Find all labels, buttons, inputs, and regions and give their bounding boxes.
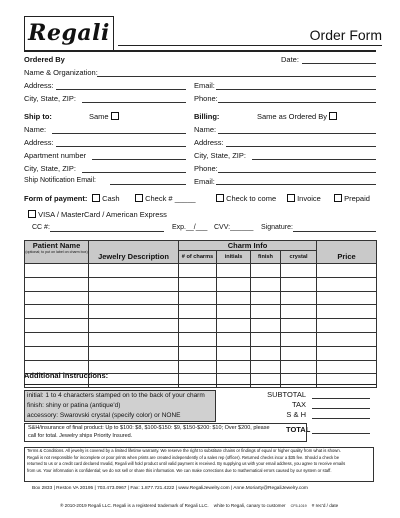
phone-label: Phone: (194, 94, 218, 103)
num-charms-cell[interactable] (179, 360, 217, 374)
check-to-come-checkbox[interactable] (216, 194, 224, 202)
city-state-zip-field[interactable] (82, 102, 186, 103)
price-cell[interactable] (317, 277, 377, 291)
card-label: VISA / MasterCard / American Express (38, 210, 167, 219)
terms-line: returned to us or a credit card declared Invalid, Regali will hold product until valid payment is received. By supplying us with your email address, you agree to receive emails (27, 461, 346, 467)
table-row (25, 305, 377, 319)
patient-name-cell[interactable] (25, 264, 89, 278)
price-cell[interactable] (317, 346, 377, 360)
date-field[interactable] (302, 63, 376, 64)
patient-name-cell[interactable] (25, 277, 89, 291)
notes-line: finish: shiny or patina (antique'd) (27, 402, 121, 409)
billing-heading: Billing: (194, 112, 220, 121)
num-charms-cell[interactable] (179, 332, 217, 346)
footer-contact: Box 2833 | Reston VA 20195 | 703.473.0967 | Fax: 1.877.721.4222 | www.RegaliJewelry.com | Anne.Moriarty@RegaliJewelry.com (32, 486, 308, 491)
num-charms-cell[interactable] (179, 277, 217, 291)
cc-field[interactable] (50, 231, 164, 232)
shipping-note-line: call for total. Jewelry ships Priority Insured. (28, 433, 133, 439)
jewelry-description-header: Jewelry Description (89, 241, 179, 264)
shipping-note-box (24, 423, 307, 442)
billing-address-label: Address: (194, 138, 224, 147)
ship-to-heading: Ship to: (24, 112, 52, 121)
finish-cell[interactable] (251, 319, 281, 333)
phone-field[interactable] (218, 102, 376, 103)
crystal-cell[interactable] (281, 305, 317, 319)
check-to-come-option[interactable] (216, 194, 276, 203)
finish-cell[interactable] (251, 277, 281, 291)
billing-name-field[interactable] (218, 133, 376, 134)
charm-notes-box (24, 390, 216, 422)
terms-line: Terms & Conditions. All jewelry is covered by a limited lifetime warranty. We reserve the right to substitute chains or findings of equal or higher quality from what is shown. (27, 448, 341, 453)
table-row (25, 277, 377, 291)
tax-label: TAX (291, 400, 306, 409)
ship-notification-field[interactable] (110, 184, 186, 185)
billing-phone-label: Phone: (194, 164, 218, 173)
address-label: Address: (24, 81, 54, 90)
ship-city-label: City, State, ZIP: (24, 164, 76, 173)
initials-cell[interactable] (217, 305, 251, 319)
ship-name-field[interactable] (52, 133, 186, 134)
crystal-cell[interactable] (281, 332, 317, 346)
cash-label: Cash (102, 194, 120, 203)
finish-cell[interactable] (251, 374, 281, 388)
num-charms-cell[interactable] (179, 346, 217, 360)
invoice-option[interactable] (287, 194, 321, 203)
ship-address-label: Address: (24, 138, 54, 147)
sh-label: S & H (286, 410, 306, 419)
billing-city-label: City, State, ZIP: (194, 151, 246, 160)
name-org-field[interactable] (97, 76, 376, 77)
price-cell[interactable] (317, 291, 377, 305)
table-row (25, 319, 377, 333)
price-header: Price (317, 241, 377, 264)
terms-box (24, 447, 374, 482)
billing-same-label: Same as Ordered By (257, 112, 328, 121)
footer-copyright: ® 2010-2019 Regali LLC. Regali is a registered trademark of Regali LLC. (60, 503, 209, 508)
crystal-cell[interactable] (281, 277, 317, 291)
ship-address-field[interactable] (56, 146, 186, 147)
finish-cell[interactable] (251, 291, 281, 305)
jewelry-description-cell[interactable] (89, 346, 179, 360)
initials-cell[interactable] (217, 319, 251, 333)
email-field[interactable] (216, 89, 376, 90)
date-label: Date: (281, 55, 299, 64)
jewelry-description-cell[interactable] (89, 305, 179, 319)
prepaid-checkbox[interactable] (334, 194, 342, 202)
crystal-header: crystal (281, 251, 317, 264)
check-option[interactable] (135, 194, 196, 203)
additional-divider (24, 384, 376, 385)
charm-info-header: Charm Info (179, 241, 317, 251)
email-label: Email: (194, 81, 215, 90)
ship-name-label: Name: (24, 125, 47, 134)
patient-name-cell[interactable] (25, 305, 89, 319)
apartment-label: Apartment number (24, 151, 87, 160)
jewelry-description-cell[interactable] (89, 277, 179, 291)
ordered-by-heading: Ordered By (24, 55, 65, 64)
cc-label: CC #: (32, 224, 50, 231)
patient-name-cell[interactable] (25, 346, 89, 360)
num-charms-cell[interactable] (179, 291, 217, 305)
table-row (25, 346, 377, 360)
finish-cell[interactable] (251, 346, 281, 360)
check-label: Check # _____ (145, 194, 196, 203)
jewelry-description-cell[interactable] (89, 319, 179, 333)
crystal-cell[interactable] (281, 346, 317, 360)
price-cell[interactable] (317, 264, 377, 278)
billing-email-field[interactable] (216, 184, 376, 185)
ship-notification-label: Ship Notification Email: (24, 177, 96, 184)
jewelry-description-cell[interactable] (89, 291, 179, 305)
sh-field[interactable] (312, 418, 370, 419)
additional-instructions-label: Additional instructions: (24, 371, 109, 380)
subtotal-label: SUBTOTAL (267, 390, 306, 399)
crystal-cell[interactable] (281, 319, 317, 333)
check-checkbox[interactable] (135, 194, 143, 202)
patient-name-cell[interactable] (25, 332, 89, 346)
apartment-field[interactable] (92, 159, 186, 160)
subtotal-field[interactable] (312, 398, 370, 399)
initials-cell[interactable] (217, 360, 251, 374)
initials-cell[interactable] (217, 346, 251, 360)
patient-name-cell[interactable] (25, 319, 89, 333)
jewelry-description-cell[interactable] (89, 332, 179, 346)
table-row (25, 264, 377, 278)
total-field[interactable] (312, 433, 370, 434)
prepaid-option[interactable] (334, 194, 370, 203)
price-cell[interactable] (317, 332, 377, 346)
logo-text: Regali (28, 20, 110, 46)
terms-line: from us. Your information is confidential; we do not sell or share this information. We can make corrections due to mathematical errors caused by our system or staff. (27, 467, 332, 473)
items-table (24, 240, 377, 388)
num-charms-cell[interactable] (179, 305, 217, 319)
billing-same-option[interactable] (257, 112, 337, 121)
finish-cell[interactable] (251, 264, 281, 278)
billing-phone-field[interactable] (218, 172, 376, 173)
ship-same-option[interactable] (89, 112, 119, 121)
total-label: TOTAL (286, 425, 311, 434)
footer-copyright-row (60, 503, 338, 508)
card-checkbox[interactable] (28, 210, 36, 218)
city-state-zip-label: City, State, ZIP: (24, 94, 76, 103)
patient-name-cell[interactable] (25, 291, 89, 305)
num-charms-cell[interactable] (179, 319, 217, 333)
prepaid-label: Prepaid (344, 194, 370, 203)
page-title: Order Form (309, 27, 382, 43)
header-divider (24, 50, 376, 52)
signature-label: Signature: (261, 224, 293, 231)
cvv-field[interactable]: CVV:______ (214, 224, 254, 231)
num-charms-cell[interactable] (179, 374, 217, 388)
billing-address-field[interactable] (226, 146, 376, 147)
cash-option[interactable] (92, 194, 120, 203)
table-row (25, 291, 377, 305)
notes-line: accessory: Swarovski crystal (specify color) or NONE (27, 412, 181, 419)
price-cell[interactable] (317, 374, 377, 388)
initials-cell[interactable] (217, 264, 251, 278)
patient-name-note: (optional; to put on label on charm box) (25, 250, 88, 254)
cash-checkbox[interactable] (92, 194, 100, 202)
signature-field[interactable] (293, 231, 376, 232)
footer-code: CF5-1019 (290, 504, 307, 508)
billing-email-label: Email: (194, 177, 215, 186)
num-charms-cell[interactable] (179, 264, 217, 278)
crystal-cell[interactable] (281, 360, 317, 374)
initials-cell[interactable] (217, 374, 251, 388)
billing-city-field[interactable] (252, 159, 376, 160)
crystal-cell[interactable] (281, 264, 317, 278)
finish-cell[interactable] (251, 360, 281, 374)
price-cell[interactable] (317, 319, 377, 333)
billing-same-checkbox[interactable] (329, 112, 337, 120)
price-cell[interactable] (317, 360, 377, 374)
tax-field[interactable] (312, 408, 370, 409)
ship-same-label: Same (89, 112, 109, 121)
notes-line: initial: 1 to 4 characters stamped on to the back of your charm (27, 392, 205, 399)
shipping-note-line: S&H/insurance of final product: Up to $100: $8, $100-$150: $9, $150-$200: $10; Over $200, please (28, 425, 270, 431)
ship-same-checkbox[interactable] (111, 112, 119, 120)
num-charms-header: # of charms (179, 251, 217, 264)
initials-cell[interactable] (217, 291, 251, 305)
card-option[interactable] (28, 210, 167, 219)
jewelry-description-cell[interactable] (89, 264, 179, 278)
price-cell[interactable] (317, 305, 377, 319)
finish-cell[interactable] (251, 305, 281, 319)
name-org-label: Name & Organization: (24, 68, 98, 77)
item-rows (25, 264, 377, 388)
table-row (25, 332, 377, 346)
crystal-cell[interactable] (281, 374, 317, 388)
footer-rec: # rec'd / date (311, 503, 339, 508)
footer-copies: white to Regali, canary to customer (213, 503, 286, 508)
regali-logo (24, 16, 114, 51)
initials-cell[interactable] (217, 332, 251, 346)
billing-name-label: Name: (194, 125, 217, 134)
initials-cell[interactable] (217, 277, 251, 291)
invoice-checkbox[interactable] (287, 194, 295, 202)
crystal-cell[interactable] (281, 291, 317, 305)
patient-name-title: Patient Name (32, 241, 81, 250)
finish-header: finish (251, 251, 281, 264)
initials-header: initials (217, 251, 251, 264)
payment-heading: Form of payment: (24, 194, 88, 203)
exp-field[interactable]: Exp.__/___ (172, 224, 208, 231)
address-field[interactable] (56, 89, 186, 90)
finish-cell[interactable] (251, 332, 281, 346)
check-to-come-label: Check to come (226, 194, 277, 203)
ship-city-field[interactable] (82, 172, 186, 173)
invoice-label: Invoice (297, 194, 321, 203)
patient-name-header (25, 241, 89, 264)
terms-line: Regali is not responsible for incomplete or poor prints when prints are created independently of a sales rep (officer). Returned checks incur a $35 fee. Should a check be (27, 454, 340, 460)
